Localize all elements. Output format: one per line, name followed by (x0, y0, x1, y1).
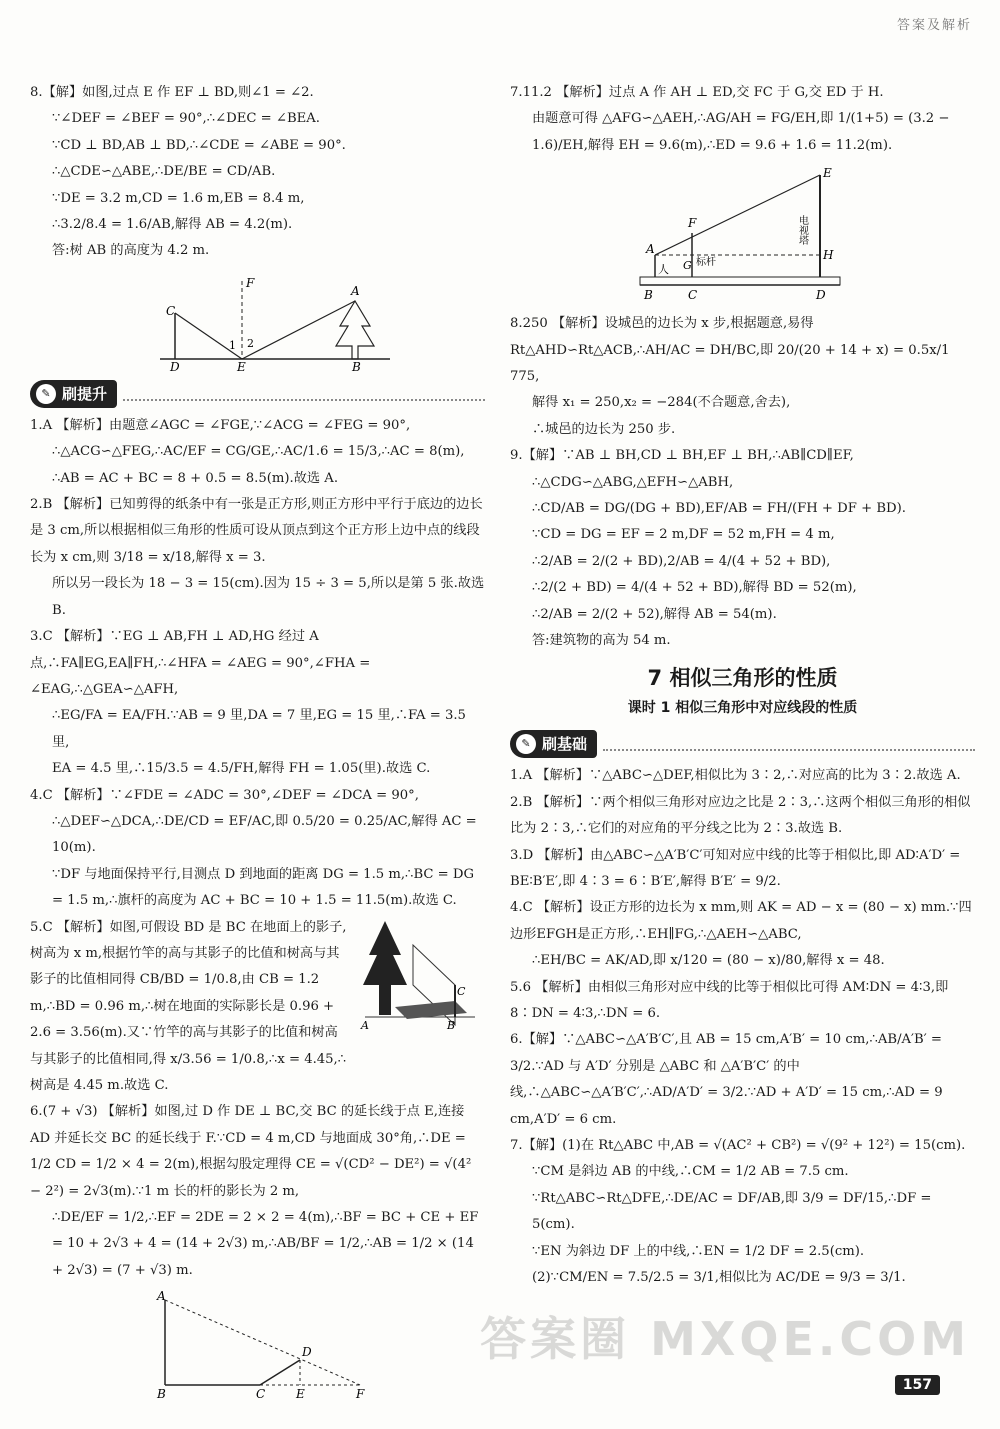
answer-line: 4.C 【解析】设正方形的边长为 x mm,则 AK = AD − x = (80 − x) mm.∵四边形EFGH是正方形,∴EH∥FG,∴△AEH∽△ABC, (510, 900, 972, 942)
svg-text:C: C (457, 984, 466, 998)
badge-label: 刷提升 (62, 384, 108, 403)
label-E: E (823, 166, 832, 181)
answer-line: ∴城邑的边长为 250 步. (532, 421, 676, 437)
answer-line: 9.【解】∵AB ⊥ BH,CD ⊥ BH,EF ⊥ BH,∴AB∥CD∥EF, (510, 448, 854, 464)
answer-line: ∵DF 与地面保持平行,目测点 D 到地面的距离 DG = 1.5 m,∴BC = DG = 1.5 m,∴旗杆的高度为 AC + BC = 10 + 1.5 = 11.5(m).故选 C. (52, 866, 475, 909)
answer-line: ∴EH/BC = AK/AD,即 x/120 = (80 − x)/80,解得 x = 48. (532, 953, 885, 969)
svg-text:A: A (361, 1018, 369, 1032)
dotted-divider (123, 387, 485, 401)
label-A: A (157, 1290, 166, 1304)
page-header: 答案及解析 (896, 18, 972, 33)
tv-tower-figure (510, 165, 975, 305)
answer-line: ∴2/AB = 2/(2 + BD),2/AB = 4/(4 + 52 + BD), (532, 553, 831, 569)
q8-line: ∵DE = 3.2 m,CD = 1.6 m,EB = 8.4 m, (52, 190, 305, 206)
answer-line: ∴△DEF∽△DCA,∴DE/CD = EF/AC,即 0.5/20 = 0.25/AC,解得 AC = 10(m). (52, 813, 477, 856)
label-E: E (237, 359, 246, 371)
section-subtitle: 课时 1 相似三角形中对应线段的性质 (627, 699, 858, 716)
label-C: C (688, 288, 698, 303)
section-title: 7 相似三角形的性质 (647, 665, 838, 690)
right-column (510, 80, 975, 1291)
angle-1: 1 (229, 338, 236, 352)
answer-line: 7.11.2 【解析】过点 A 作 AH ⊥ ED,交 FC 于 G,交 ED 于 H. (510, 85, 884, 100)
angle-2: 2 (247, 336, 254, 350)
badge-improve (30, 379, 485, 409)
label-A: A (351, 283, 360, 298)
answer-line: 3.D 【解析】由△ABC∽△A′B′C′可知对应中线的比等于相似比,即 AD∶A′D′ = BE∶B′E′,即 4∶3 = 6∶B′E′,解得 B′E′ = 9/2. (510, 847, 961, 889)
label-D: D (170, 359, 180, 371)
answer-line: ∴2/(2 + BD) = 4/(4 + 52 + BD),解得 BD = 52(m), (532, 580, 857, 596)
badge-basic (510, 729, 975, 759)
answer-line: 1.A 【解析】∵△ABC∽△DEF,相似比为 3∶2,∴对应高的比为 3∶2.故选 A. (510, 768, 961, 784)
label-D: D (816, 288, 826, 303)
label-D: D (302, 1345, 312, 1360)
answer-line: 2.B 【解析】已知剪得的纸条中有一张是正方形,则正方形中平行于底边的边长是 3 cm,所以根据相似三角形的性质可设从顶点到这个正方形上边中点的线段长为 x cm,则 3/18 = x/18,解得 x = 3. (30, 497, 483, 565)
answer-line: 7.【解】(1)在 Rt△ABC 中,AB = √(AC² + CB²) = √(9² + 12²) = 15(cm). (510, 1138, 966, 1153)
answer-line: 5.C 【解析】如图,可假设 BD 是 BC 在地面上的影子,树高为 x m,根据竹竿的高与其影子的比值和树高与其影子的比值相同得 CB/BD = 1/0.8,由 CB = 1.2 m,∴BD = 0.96 m,∴树在地面的实际影长是 0.96 + 2.6 = 3.56(m).又∵竹竿的高与其影子的比值和树高与其影子的比值相同,得 x/3.56 = 1/0.8,∴x = 4.45,∴树高是 4.45 m.故选 C. (30, 919, 347, 1093)
svg-text:B: B (447, 1018, 456, 1032)
answer-line: ∵CM 是斜边 AB 的中线,∴CM = 1/2 AB = 7.5 cm. (532, 1164, 849, 1180)
answer-line: 解得 x₁ = 250,x₂ = −284(不合题意,舍去), (532, 395, 791, 411)
answer-line: ∴2/AB = 2/(2 + 52),解得 AB = 54(m). (532, 606, 777, 622)
q8-line: ∵CD ⊥ BD,AB ⊥ BD,∴∠CDE = ∠ABE = 90°. (52, 137, 346, 153)
label-rod: 标杆 (696, 257, 716, 269)
answer-line: 1.A 【解析】由题意∠AGC = ∠FGE,∵∠ACG = ∠FEG = 90°, (30, 417, 411, 433)
watermark: 答案圈 MXQE.COM (480, 1312, 970, 1366)
label-G: G (683, 259, 692, 273)
q8-line: ∴△CDE∽△ABE,∴DE/BE = CD/AB. (52, 164, 276, 180)
label-person: 人 (658, 263, 669, 277)
answer-line: 所以另一段长为 18 − 3 = 15(cm).因为 15 ÷ 3 = 5,所以是第 5 张.故选 B. (52, 576, 485, 618)
label-F: F (688, 216, 697, 231)
label-F: F (356, 1387, 365, 1402)
tree-reflection-figure (30, 271, 485, 371)
q5-block (30, 915, 485, 1100)
answer-line: ∴DE/EF = 1/2,∴EF = 2DE = 2 × 2 = 4(m),∴BF = BC + CE + EF = 10 + 2√3 + 4 = (14 + 2√3) m,∴AB/BF = 1/2,∴AB = 1/2 × (14 + 2√3) = (7 + √3) m. (52, 1210, 479, 1278)
q8-line: ∵∠DEF = ∠BEF = 90°,∴∠DEC = ∠BEA. (52, 111, 320, 127)
answer-line: ∴CD/AB = DG/(DG + BD),EF/AB = FH/(FH + DF + BD). (532, 501, 906, 517)
answer-line: ∴AB = AC + BC = 8 + 0.5 = 8.5(m).故选 A. (52, 470, 339, 486)
q8-line: ∴3.2/8.4 = 1.6/AB,解得 AB = 4.2(m). (52, 217, 293, 233)
answer-line: ∴△CDG∽△ABG,△EFH∽△ABH, (532, 474, 734, 490)
pen-icon: ✎ (36, 384, 56, 404)
answer-line: ∵EN 为斜边 DF 上的中线,∴EN = 1/2 DF = 2.5(cm). (532, 1243, 865, 1259)
label-tower: 电视塔 (796, 215, 808, 246)
dotted-divider (603, 737, 975, 751)
answer-line: 3.C 【解析】∵EG ⊥ AB,FH ⊥ AD,HG 经过 A 点,∴FA∥EG,EA∥FH,∴∠HFA = ∠AEG = 90°,∠FHA = ∠EAG,∴△GEA∽△AFH, (30, 629, 371, 697)
answer-line: 答:建筑物的高为 54 m. (532, 633, 671, 649)
answer-line: 2.B 【解析】∵两个相似三角形对应边之比是 2∶3,∴这两个相似三角形的相似比为 2∶3,∴它们的对应角的平分线之比为 2∶3.故选 B. (510, 794, 971, 837)
answer-line: ∵Rt△ABC∽Rt△DFE,∴DE/AC = DF/AB,即 3/9 = DF/15,∴DF = 5(cm). (532, 1190, 932, 1233)
label-B: B (352, 359, 361, 371)
label-B: B (644, 288, 653, 303)
label-F: F (246, 275, 255, 290)
label-A: A (646, 242, 655, 257)
q8-line: 8.【解】如图,过点 E 作 EF ⊥ BD,则∠1 = ∠2. (30, 85, 314, 100)
answer-line: 8.250 【解析】设城邑的边长为 x 步,根据题意,易得 Rt△AHD∽Rt△ACB,∴AH/AC = DH/BC,即 20/(20 + 14 + x) = 0.5x/1 775, (510, 316, 950, 385)
page-number: 157 (895, 1375, 940, 1395)
answer-line: EA = 4.5 里,∴15/3.5 = 4.5/FH,解得 FH = 1.05(里).故选 C. (52, 761, 431, 777)
left-column (30, 80, 485, 1411)
answer-line: ∴EG/FA = EA/FH.∵AB = 9 里,DA = 7 里,EG = 15 里,∴FA = 3.5 里, (52, 708, 466, 750)
answer-line: (2)∵CM/EN = 7.5/2.5 = 3/1,相似比为 AC/DE = 9/3 = 3/1. (532, 1270, 906, 1286)
answer-line: 6.(7 + √3) 【解析】如图,过 D 作 DE ⊥ BC,交 BC 的延长线于点 E,连接 AD 并延长交 BC 的延长线于 F.∵CD = 4 m,CD 与地面成 30°角,∴DE = 1/2 CD = 1/2 × 4 = 2(m),根据勾股定理得 CE = √(CD² − DE²) = √(4² − 2²) = 2√3(m).∵1 m 长的杆的影长为 2 m, (30, 1104, 472, 1199)
q8-line: 答:树 AB 的高度为 4.2 m. (52, 243, 210, 259)
answer-line: 由题意可得 △AFG∽△AEH,∴AG/AH = FG/EH,即 1/(1+5) = (3.2 − 1.6)/EH,解得 EH = 9.6(m),∴ED = 9.6 + 1.6 = 11.2(m). (532, 111, 950, 153)
answer-line: 5.6 【解析】由相似三角形对应中线的比等于相似比可得 AM∶DN = 4∶3,即 8∶DN = 4∶3,∴DN = 6. (510, 979, 949, 1021)
answer-line: 4.C 【解析】∵∠FDE = ∠ADC = 30°,∠DEF = ∠DCA = 90°, (30, 787, 419, 803)
answer-line: ∵CD = DG = EF = 2 m,DF = 52 m,FH = 4 m, (532, 527, 835, 543)
flagpole-shadow-figure (30, 1290, 485, 1405)
badge-label: 刷基础 (542, 735, 588, 754)
label-C: C (256, 1387, 266, 1402)
label-C: C (166, 303, 176, 318)
pen-icon: ✎ (516, 734, 536, 754)
label-E: E (296, 1387, 305, 1402)
answer-line: ∴△ACG∽△FEG,∴AC/EF = CG/GE,∴AC/1.6 = 15/3,∴AC = 8(m), (52, 444, 465, 460)
answer-line: 6.【解】∵△ABC∽△A′B′C′,且 AB = 15 cm,A′B′ = 10 cm,∴AB/A′B′ = 3/2.∵AD 与 A′D′ 分别是 △ABC 和 △A′B′C′ 的中线,∴△ABC∽△A′B′C′,∴AD/A′D′ = 3/2.∵AD + A′D′ = 15 cm,∴AD = 9 cm,A′D′ = 6 cm. (510, 1032, 943, 1127)
label-B: B (157, 1387, 166, 1402)
label-H: H (823, 248, 834, 263)
tree-shadow-figure (355, 915, 485, 1035)
